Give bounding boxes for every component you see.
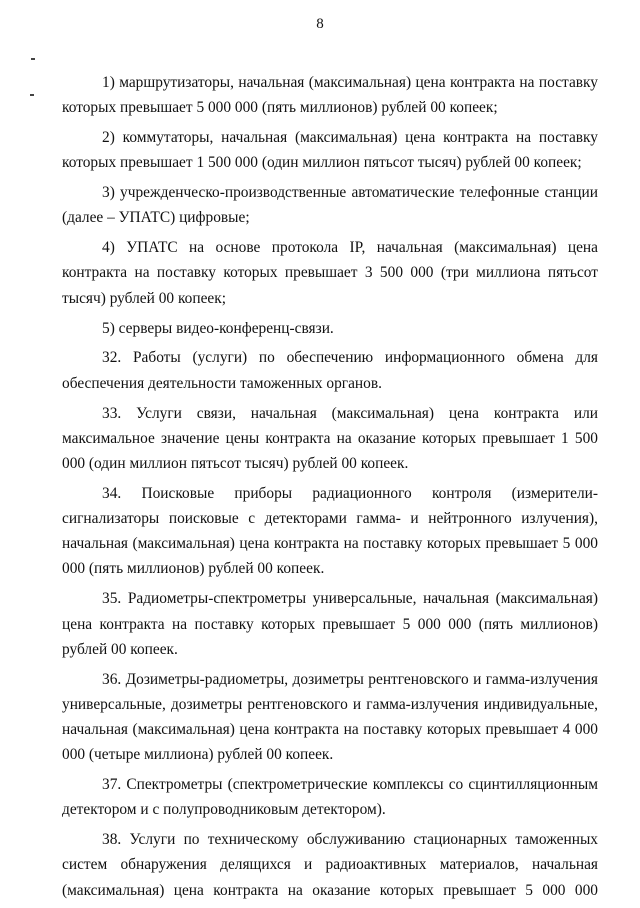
clause-35: 35. Радиометры-спектрометры универсальные, начальная (максимальная) цена контракта на поставку которых превышает 5 000 000 (пять миллионов) рублей 00 копеек. bbox=[62, 590, 598, 658]
list-item-video-servers: 5) серверы видео-конференц-связи. bbox=[102, 319, 334, 337]
list-item-upats-ip: 4) УПАТС на основе протокола IP, начальная (максимальная) цена контракта на поставку которых превышает 3 500 000 (три миллиона пятьсот тысяч) рублей 00 копеек; bbox=[62, 239, 598, 307]
list-item-upats-digital: 3) учрежденческо-производственные автоматические телефонные станции (далее – УПАТС) цифровые; bbox=[62, 184, 598, 227]
document-body bbox=[62, 70, 598, 908]
list-item-routers: 1) маршрутизаторы, начальная (максимальная) цена контракта на поставку которых превышает 5 000 000 (пять миллионов) рублей 00 копеек; bbox=[62, 74, 598, 117]
list-item-switches: 2) коммутаторы, начальная (максимальная) цена контракта на поставку которых превышает 1 500 000 (один миллион пятьсот тысяч) рублей 00 копеек; bbox=[62, 129, 598, 172]
scan-mark bbox=[31, 58, 35, 60]
clause-37: 37. Спектрометры (спектрометрические комплексы со сцинтилляционным детектором и с полупроводниковым детектором). bbox=[62, 776, 598, 819]
page-number: 8 bbox=[316, 16, 324, 32]
clause-34: 34. Поисковые приборы радиационного контроля (измерители-сигнализаторы поисковые с детекторами гамма- и нейтронного излучения), начальная (максимальная) цена контракта на поставку которых превышает 5 000 000 (пять миллионов) рублей 00 копеек. bbox=[62, 484, 598, 578]
clause-38: 38. Услуги по техническому обслуживанию стационарных таможенных систем обнаружения делящихся и радиоактивных материалов, начальная (максимальная) цена контракта на оказание которых превышает 5 000 000 bbox=[62, 831, 598, 899]
scan-mark bbox=[30, 94, 34, 96]
clause-32: 32. Работы (услуги) по обеспечению информационного обмена для обеспечения деятельности таможенных органов. bbox=[62, 349, 598, 392]
clause-33: 33. Услуги связи, начальная (максимальная) цена контракта или максимальное значение цены контракта на оказание которых превышает 1 500 000 (один миллион пятьсот тысяч) рублей 00 копеек. bbox=[62, 404, 598, 472]
clause-36: 36. Дозиметры-радиометры, дозиметры рентгеновского и гамма-излучения универсальные, дозиметры рентгеновского и гамма-излучения индивидуальные, начальная (максимальная) цена контракта на поставку которых превышает 4 000 000 (четыре миллиона) рублей 00 копеек. bbox=[62, 670, 598, 764]
